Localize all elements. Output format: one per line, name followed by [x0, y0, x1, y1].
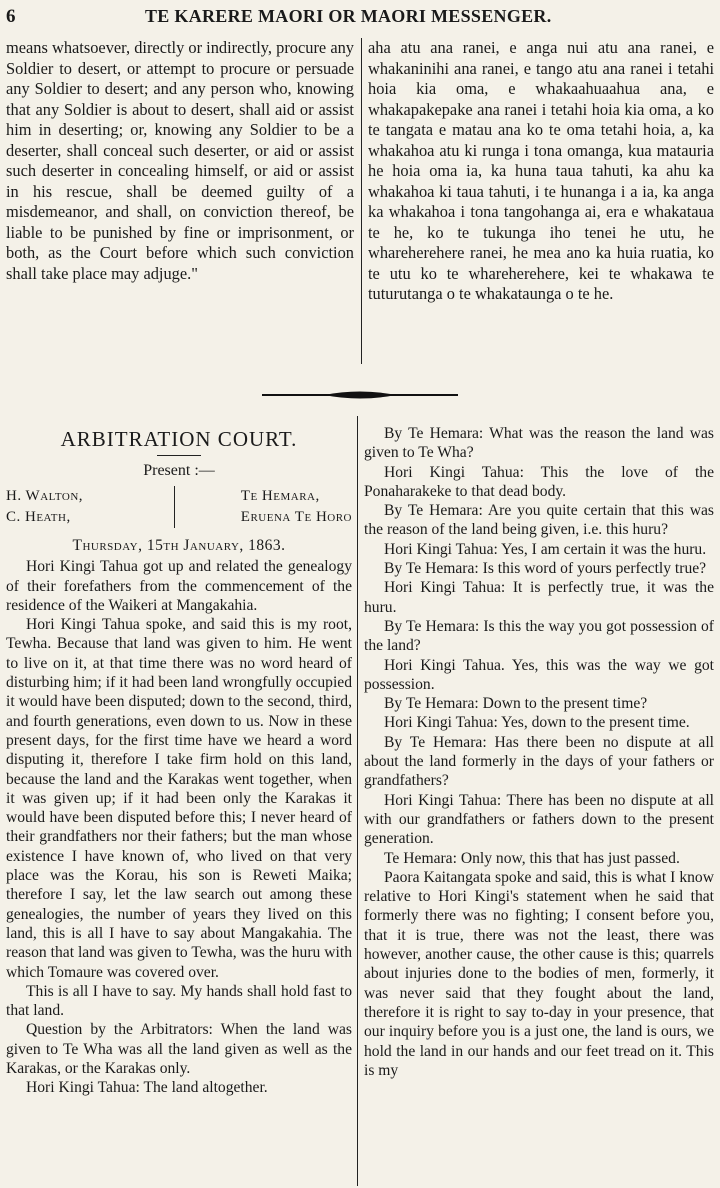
testimony-paragraph: By Te Hemara: Is this the way you got possession of the land?	[364, 617, 714, 655]
column-divider	[357, 416, 358, 1186]
testimony-paragraph: By Te Hemara: Are you quite certain that this was the reason of the land being given, i.e. this huru?	[364, 502, 714, 539]
testimony-paragraph: Question by the Arbitrators: When the land was given to Te Wha was all the land given as well as the Karakas, or the Karakas only.	[6, 1021, 352, 1078]
maori-column-continued	[368, 38, 714, 366]
maori-paragraph: aha atu ana ranei, e anga nui atu ana ranei, e whakaninihi ana ranei, e tango atu ana ranei i tetahi hoia kia oma, e whakaahuaahua ana, e whakapakepake ana ranei i tetahi hoia kia oma, a ko te tangata e matau ana ko te oma tetahi hoia, a, ka whakahoa atu ki runga i tona omanga, kua matauria he hoia oma ia, ka huna taua tahuti, ka ahu ka whakahoa ki taua tahuti, i te hunanga i a ia, ka anga ka whakahoa i tona tangohanga ai, era e whakataua te he, ko te tukunga iho tenei he utu, he whareherehere ranei, he mea ano ka huia ruatia, ko te utu ko te whareherehere, kei te whakawa te tuturutanga o te whakataunga o te he.	[368, 38, 714, 303]
session-date: Thursday, 15th January, 1863.	[72, 537, 286, 554]
arbitrator-name: Te Hemara,	[240, 488, 320, 504]
testimony-paragraph: Hori Kingi Tahua: Yes, I am certain it was the huru.	[384, 540, 707, 558]
testimony-paragraph: Hori Kingi Tahua: Yes, down to the present time.	[384, 714, 690, 732]
maori-arbitrators	[241, 486, 352, 528]
section-title: ARBITRATION COURT.	[60, 427, 298, 451]
testimony-paragraph: Hori Kingi Tahua: This the love of the Ponaharakeke to that dead body.	[364, 463, 714, 500]
testimony-paragraph: Hori Kingi Tahua: The land altogether.	[26, 1079, 268, 1097]
arbitrators-list	[6, 486, 352, 528]
english-column-continued	[6, 38, 354, 366]
section-ornament-rule	[262, 390, 458, 400]
european-arbitrators	[6, 486, 83, 528]
arbitration-left-column	[6, 424, 352, 1188]
testimony-paragraph: Hori Kingi Tahua spoke, and said this is my root, Tewha. Because that land was given to him. He went to live on it, at that time there was no word heard of disturbing him; if it had been land wrongfully occupied it would have been disputed; down to the second, third, and fourth generations, even down to us. Now in these present days, for the first time have we heard a word disputing it, therefore I take firm hold on this land, because the land and the Karakas went together, when it was given up; if it had been only the Karakas it would have been disputed before this; I never heard of their grandfathers nor their fathers; but the man whose existence I have known of, who lived on that very place was the Korau, his son is Reweti Maika; therefore I say, let the law search out among these genealogies, the number of years they lived on this land, this is all I have to say about Mangakahia. The reason that land was given to Tewha, was the huru with which Tomaure was covered over.	[6, 616, 352, 981]
testimony-paragraph: Hori Kingi Tahua. Yes, this was the way we got possession.	[364, 656, 714, 693]
arbitration-right-column	[364, 424, 714, 1188]
testimony-paragraph: By Te Hemara: Is this word of yours perfectly true?	[384, 560, 707, 578]
testimony-paragraph: Te Hemara: Only now, this that has just passed.	[384, 849, 680, 867]
page-header	[0, 4, 720, 32]
testimony-paragraph: Hori Kingi Tahua: It is perfectly true, it was the huru.	[364, 579, 714, 616]
testimony-paragraph: By Te Hemara: Down to the present time?	[384, 695, 648, 713]
title-rule	[157, 455, 201, 456]
testimony-paragraph: Hori Kingi Tahua: There has been no dispute at all with our grandfathers or fathers down to the present generation.	[364, 791, 714, 848]
testimony-paragraph: Paora Kaitangata spoke and said, this is what I know relative to Hori Kingi's statement when he said that formerly there was no fighting; I consent before you, that it is true, there was not the least, there was however, another cause, the other cause is this; quarrels about injuries done to the bodies of men, formerly, it was never said that they fought about the land, therefore it is right to say to-day in your presence, that our inquiry before you is a just one, the land is ours, we hold the land in our hands and our feet tread on it. This is my	[364, 868, 714, 1079]
english-paragraph: means whatsoever, directly or indirectly, procure any Soldier to desert, or attempt to procure or persuade any Soldier to desert; and any person who, knowing that any Soldier is about to desert, shall aid or assist him in deserting; or, knowing any Soldier to be a deserter, shall conceal such deserter, or aid or assist such deserter in concealing himself, or aid or assist in his rescue, shall be deemed guilty of a misdemeanor, and shall, on conviction thereof, be liable to be punished by fine or imprisonment, or both, as the Court before which such conviction shall take place may adjuge."	[6, 38, 354, 283]
testimony-paragraph: By Te Hemara: Has there been no dispute at all about the land formerly in the days of your fathers or grandfathers?	[364, 733, 714, 790]
newspaper-title: TE KARERE MAORI OR MAORI MESSENGER.	[145, 6, 552, 26]
testimony-paragraph: Hori Kingi Tahua got up and related the genealogy of their forefathers from the commencement of the residence of the Waikeri at Mangakahia.	[6, 558, 352, 614]
page-number: 6	[6, 6, 16, 27]
arbitrator-name: Eruena Te Horo	[240, 509, 352, 525]
arbitrator-name: C. Heath,	[6, 509, 71, 525]
names-bracket	[174, 486, 197, 528]
testimony-paragraph: By Te Hemara: What was the reason the land was given to Te Wha?	[364, 425, 714, 462]
present-label: Present :—	[143, 462, 215, 479]
arbitrator-name: H. Walton,	[6, 488, 84, 504]
testimony-paragraph: This is all I have to say. My hands shall hold fast to that land.	[6, 982, 352, 1020]
column-divider	[361, 38, 362, 364]
